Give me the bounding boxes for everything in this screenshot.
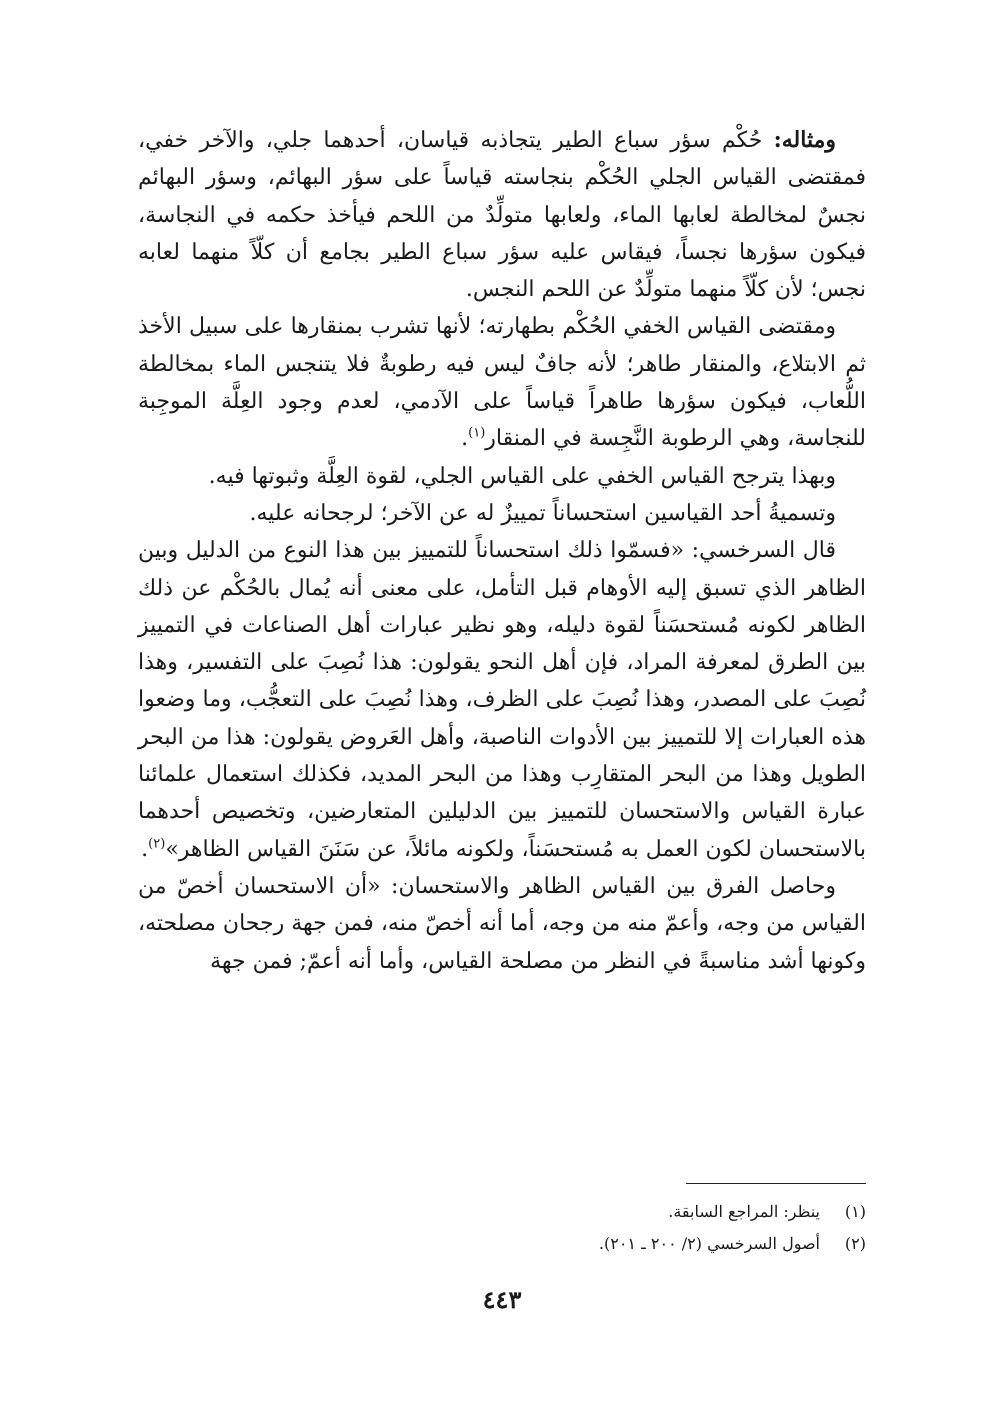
paragraph-3 bbox=[138, 458, 866, 495]
paragraph-2 bbox=[138, 308, 866, 457]
footnote-text: ينظر: المراجع السابقة. bbox=[668, 1202, 820, 1221]
footnote-2 bbox=[138, 1228, 866, 1260]
footnote-marker[interactable]: (٢) bbox=[148, 836, 166, 852]
footnotes bbox=[138, 1196, 866, 1260]
paragraph-lead: ومثاله: bbox=[773, 127, 836, 153]
paragraph-6 bbox=[138, 868, 866, 980]
paragraph-tail: . bbox=[461, 426, 469, 452]
paragraph-text: وتسميةُ أحد القياسين استحساناً تمييزٌ له عن الآخر؛ لرجحانه عليه. bbox=[249, 500, 836, 526]
footnote-1 bbox=[138, 1196, 866, 1228]
paragraph-4 bbox=[138, 495, 866, 532]
paragraph-text: وحاصل الفرق بين القياس الظاهر والاستحسان: «أن الاستحسان أخصّ من القياس من وجه، وأعمّ منه من وجه، أما أنه أخصّ منه، فمن جهة رجحان مصلحته، وكونها أشد مناسبةً في النظر من مصلحة القياس، وأما أنه أعمّ; فمن جهة bbox=[138, 873, 866, 974]
page-number: ٤٤٣ bbox=[482, 1285, 522, 1314]
footnote-text: أصول السرخسي (٢/ ٢٠٠ ـ ٢٠١). bbox=[598, 1234, 820, 1253]
footnote-number: (١) bbox=[844, 1202, 866, 1221]
paragraph-text: حُكْم سؤر سباع الطير يتجاذبه قياسان، أحدهما جلي، والآخر خفي، فمقتضى القياس الجلي الحُكْم بنجاسته قياساً على سؤر البهائم، وسؤر البهائم نجسٌ لمخالطة لعابها الماء، ولعابها متولِّدٌ من اللحم فيأخذ حكمه في النجاسة، فيكون سؤرها نجساً، فيقاس عليه سؤر سباع الطير بجامع أن كلّاً منهما لعابه نجس؛ لأن كلّاً منهما متولِّدٌ عن اللحم النجس. bbox=[138, 128, 867, 303]
paragraph-5 bbox=[138, 532, 866, 868]
main-text bbox=[138, 122, 866, 980]
paragraph-text: ومقتضى القياس الخفي الحُكْم بطهارته؛ لأنها تشرب بمنقارها على سبيل الأخذ ثم الابتلاع، والمنقار طاهر؛ لأنه جافٌ ليس فيه رطوبةٌ فلا يتنجس الماء بمخالطة اللُّعاب، فيكون سؤرها طاهراً قياساً على الآدمي، لعدم وجود العِلَّة الموجِبة للنجاسة، وهي الرطوبة النَّجِسة في المنقار bbox=[138, 314, 866, 452]
footnote-number: (٢) bbox=[844, 1234, 866, 1253]
footnote-divider bbox=[686, 1183, 866, 1184]
paragraph-tail: . bbox=[141, 836, 149, 862]
paragraph-1 bbox=[138, 122, 866, 308]
paragraph-text: قال السرخسي: «فسمّوا ذلك استحساناً للتمييز بين هذا النوع من الدليل وبين الظاهر الذي تسبق إليه الأوهام قبل التأمل، على معنى أنه يُمال بالحُكْم عن ذلك الظاهر لكونه مُستحسَناً لقوة دليله، وهو نظير عبارات أهل الصناعات في التمييز بين الطرق لمعرفة المراد، فإن أهل النحو يقولون: هذا نُصِبَ على التفسير، وهذا نُصِبَ على المصدر، وهذا نُصِبَ على الظرف، وهذا نُصِبَ على التعجُّب، وما وضعوا هذه العبارات إلا للتمييز بين الأدوات الناصبة، وأهل العَروض يقولون: هذا من البحر الطويل وهذا من البحر المتقارِب وهذا من البحر المديد، فكذلك استعمال علمائنا عبارة القياس والاستحسان للتمييز بين الدليلين المتعارضين، وتخصيص أحدهما بالاستحسان لكون العمل به مُستحسَناً، ولكونه مائلاً، عن سَنَنَ القياس الظاهر» bbox=[138, 538, 866, 862]
footnote-marker[interactable]: (١) bbox=[468, 426, 486, 442]
paragraph-text: وبهذا يترجح القياس الخفي على القياس الجلي، لقوة العِلَّة وثبوتها فيه. bbox=[208, 463, 836, 489]
